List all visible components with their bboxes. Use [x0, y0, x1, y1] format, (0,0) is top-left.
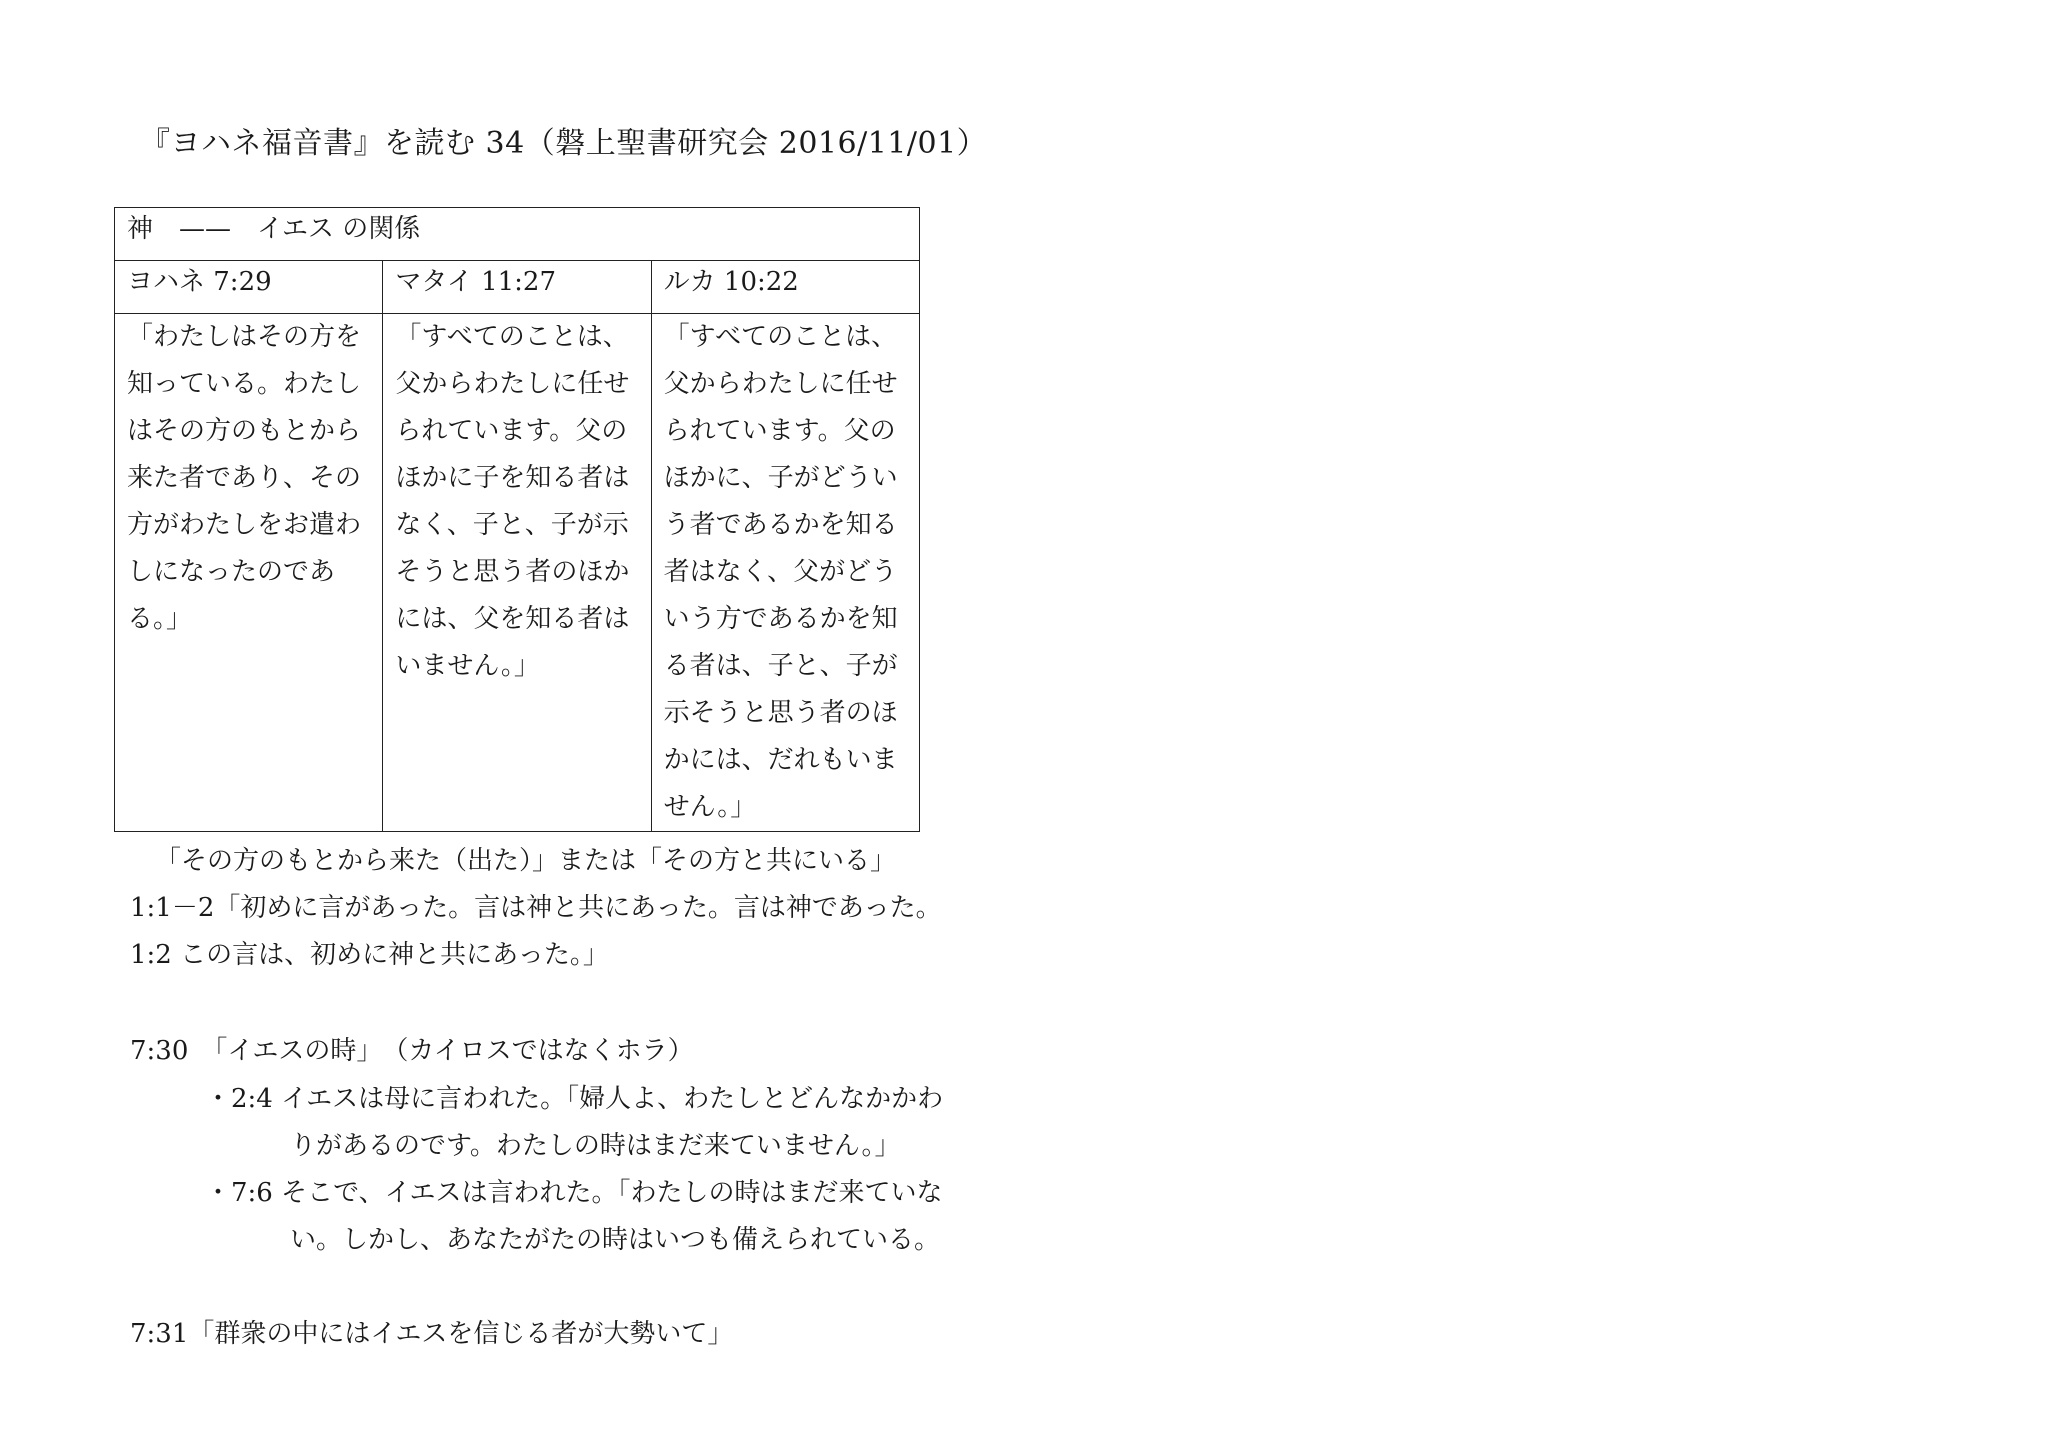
table-ref-row	[115, 261, 920, 314]
section-730-heading: 7:30 「イエスの時」 （カイロスではなくホラ）	[130, 1036, 694, 1066]
quote-luke: 「すべてのことは、 父からわたしに任せ られています。父の ほかに、子がどうい う者であるかを知る 者はなく、父がどう いう方であるかを知 る者は、子と、子が 示そうと思う者のほ かには、だれもいま せん。」	[663, 322, 898, 822]
note-line-2: 1:1－2「初めに言があった。言は神と共にあった。言は神であった。	[130, 893, 942, 923]
cell-luke	[651, 314, 919, 832]
page-title: 『ヨハネ福音書』を読む 34（磐上聖書研究会 2016/11/01）	[140, 126, 988, 161]
table-header: 神 —— イエス の関係	[115, 208, 920, 261]
table-header-row	[115, 208, 920, 261]
bullet-24-line-2: りがあるのです。わたしの時はまだ来ていません。」	[290, 1131, 901, 1161]
ref-john: ヨハネ 7:29	[115, 261, 383, 314]
quote-matthew: 「すべてのことは、 父からわたしに任せ られています。父の ほかに子を知る者は なく、子と、子が示 そうと思う者のほか には、父を知る者は いません。」	[395, 322, 630, 681]
ref-luke: ルカ 10:22	[651, 261, 919, 314]
note-line-3: 1:2 この言は、初めに神と共にあった。」	[130, 940, 609, 970]
table-body-row	[115, 314, 920, 832]
bullet-76-line-1: ・7:6 そこで、イエスは言われた。「わたしの時はまだ来ていな	[205, 1178, 943, 1208]
note-line-1: 「その方のもとから来た（出た）」または「その方と共にいる」	[155, 846, 897, 876]
section-731-heading: 7:31「群衆の中にはイエスを信じる者が大勢いて」	[130, 1319, 734, 1349]
ref-matthew: マタイ 11:27	[383, 261, 651, 314]
cell-john	[115, 314, 383, 832]
quote-john: 「わたしはその方を 知っている。わたし はその方のもとから 来た者であり、その 方がわたしをお遣わ しになったのであ る。」	[127, 322, 362, 634]
comparison-table	[114, 207, 920, 832]
bullet-76-line-2: い。しかし、あなたがたの時はいつも備えられている。	[290, 1225, 941, 1255]
bullet-24-line-1: ・2:4 イエスは母に言われた。「婦人よ、わたしとどんなかかわ	[205, 1084, 944, 1114]
cell-matthew	[383, 314, 651, 832]
